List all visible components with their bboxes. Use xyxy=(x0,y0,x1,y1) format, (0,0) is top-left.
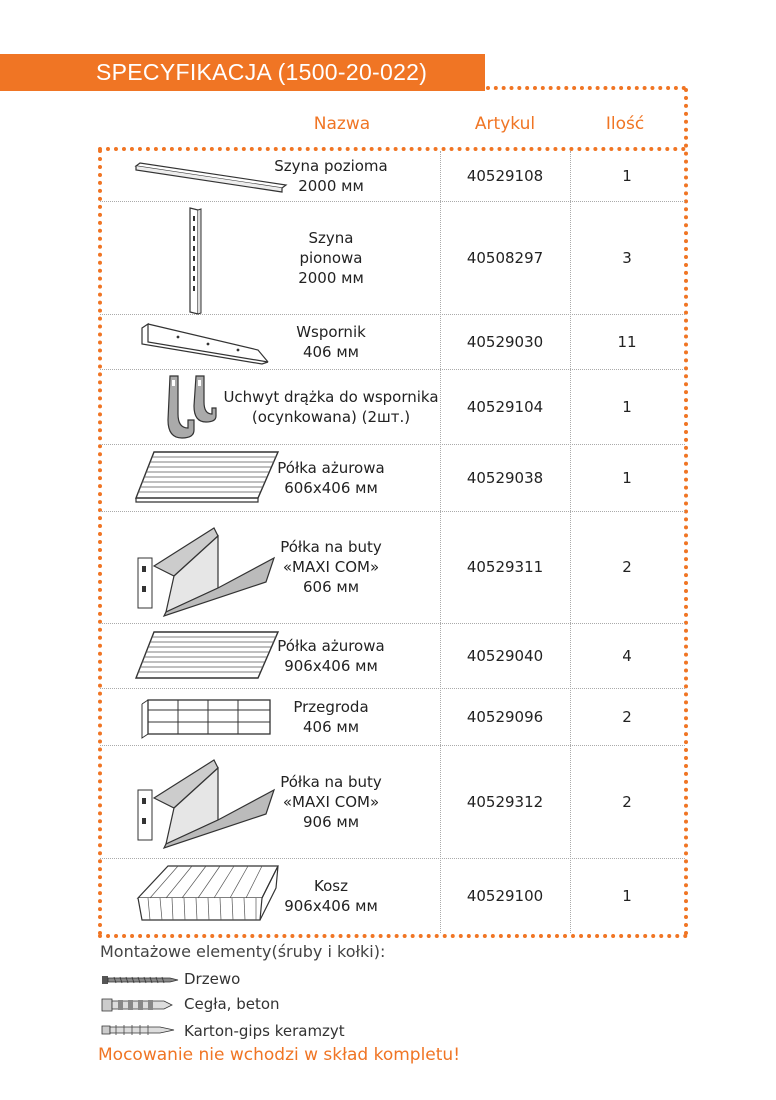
frame-bottom-dots xyxy=(98,934,688,938)
item-article: 40529038 xyxy=(466,468,544,487)
item-qty: 4 xyxy=(622,646,632,665)
item-name: Uchwyt drążka do wspornika (ocynkowana) (2шт.) xyxy=(223,387,439,426)
drywall-anchor-icon xyxy=(100,1021,180,1039)
header-name: Nazwa xyxy=(313,114,371,134)
wood-screw-icon xyxy=(100,972,180,988)
item-article: 40529040 xyxy=(466,646,544,665)
item-name: Półka na buty «MAXI COM» 606 мм xyxy=(280,538,382,596)
divider-icon xyxy=(138,694,278,740)
shoe-shelf-icon xyxy=(134,750,279,850)
item-qty: 1 xyxy=(622,167,632,185)
item-article: 40529312 xyxy=(466,792,544,811)
item-qty: 2 xyxy=(622,707,632,726)
header-qty: Ilość xyxy=(605,114,645,134)
vertical-rail-icon xyxy=(180,206,210,316)
fastener-concrete-label: Cegła, beton xyxy=(184,995,280,1013)
frame-top-dots xyxy=(486,86,686,90)
header-article: Artykul xyxy=(474,114,536,134)
item-name: Wspornik 406 мм xyxy=(296,322,366,361)
item-qty: 3 xyxy=(622,248,632,267)
item-name: Szyna pozioma 2000 мм xyxy=(274,157,388,195)
item-name: Półka ażurowa 906x406 мм xyxy=(277,636,385,675)
fastener-wood-label: Drzewo xyxy=(184,970,241,988)
item-article: 40529104 xyxy=(466,397,544,416)
concrete-anchor-icon xyxy=(100,995,180,1015)
item-qty: 2 xyxy=(622,792,632,811)
fastener-drywall-label: Karton-gips keramzyt xyxy=(184,1022,345,1040)
item-article: 40508297 xyxy=(466,248,544,267)
item-qty: 11 xyxy=(617,332,637,351)
fasteners-title: Montażowe elementy(śruby i kołki): xyxy=(100,942,386,961)
item-article: 40529108 xyxy=(466,167,544,185)
frame-right-dots xyxy=(684,88,688,936)
item-article: 40529100 xyxy=(466,886,544,905)
wire-shelf-icon xyxy=(132,448,282,504)
item-name: Półka na buty «MAXI COM» 906 мм xyxy=(280,772,382,831)
item-name: Szyna pionowa 2000 мм xyxy=(298,228,364,287)
item-qty: 1 xyxy=(622,397,632,416)
item-name: Półka ażurowa 606x406 мм xyxy=(277,458,385,497)
shoe-shelf-icon xyxy=(134,518,279,618)
item-name: Przegroda 406 мм xyxy=(293,697,369,736)
item-name: Kosz 906x406 мм xyxy=(284,876,378,915)
rod-hook-icon xyxy=(160,372,220,442)
item-article: 40529311 xyxy=(466,558,544,576)
page-title: SPECYFIKACJA (1500-20-022) xyxy=(0,54,485,91)
item-article: 40529096 xyxy=(466,707,544,726)
item-article: 40529030 xyxy=(466,332,544,351)
mounting-warning: Mocowanie nie wchodzi w skład kompletu! xyxy=(98,1045,461,1065)
wire-shelf-icon xyxy=(132,628,282,684)
bracket-icon xyxy=(138,322,274,366)
horizontal-rail-icon xyxy=(132,158,292,198)
item-qty: 2 xyxy=(622,558,632,576)
basket-icon xyxy=(132,862,282,926)
item-qty: 1 xyxy=(622,468,632,487)
frame-left-dots xyxy=(98,149,102,936)
item-qty: 1 xyxy=(622,886,632,905)
